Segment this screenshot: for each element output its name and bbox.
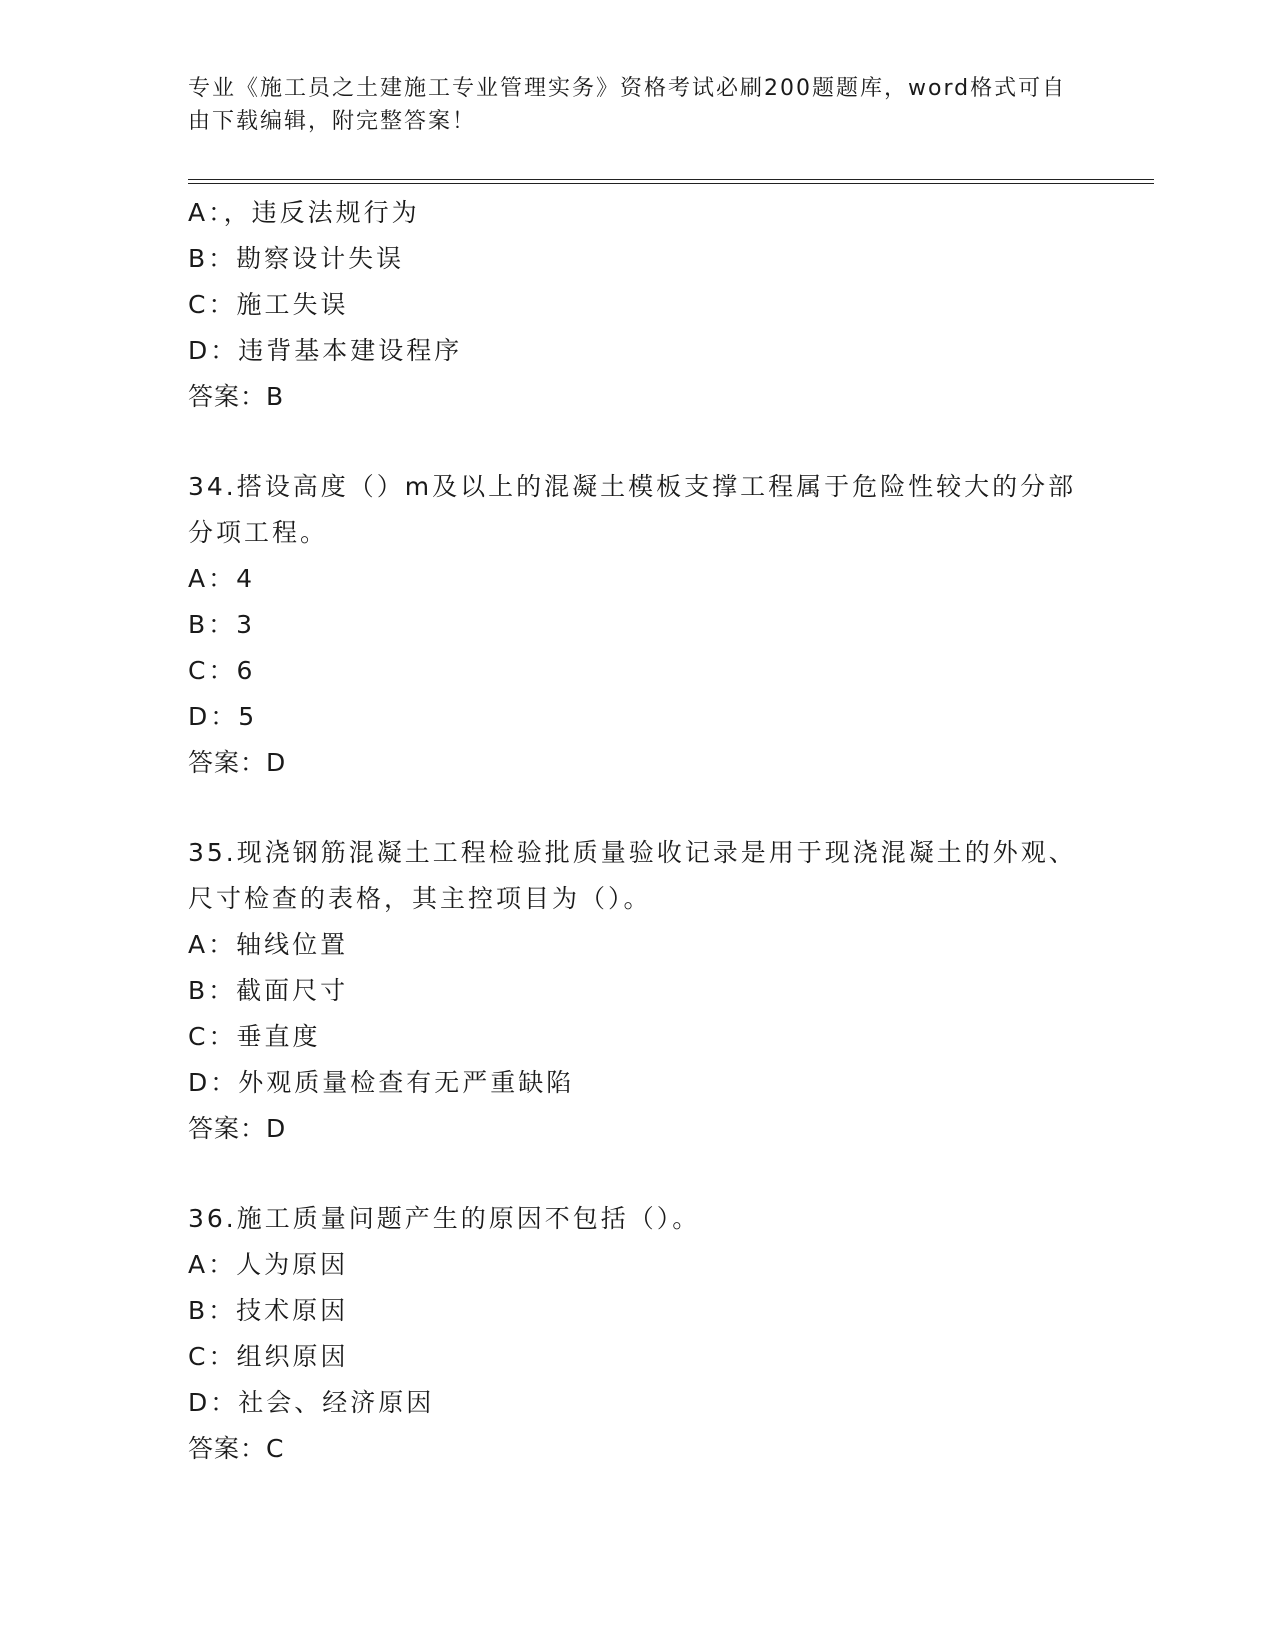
- spacer: [188, 786, 1088, 830]
- option-a: A：轴线位置: [188, 930, 349, 959]
- question-title: 35.现浇钢筋混凝土工程检验批质量验收记录是用于现浇混凝土的外观、尺寸检查的表格，其主控项目为（）。: [188, 838, 1077, 913]
- question-title: 34.搭设高度（）m及以上的混凝土模板支撑工程属于危险性较大的分部分项工程。: [188, 472, 1077, 547]
- document-header: 专业《施工员之土建施工专业管理实务》资格考试必刷200题题库，word格式可自由下载编辑，附完整答案！: [188, 76, 1067, 134]
- question-title: 36.施工质量问题产生的原因不包括（）。: [188, 1204, 701, 1233]
- option-c: C：6: [188, 656, 256, 685]
- option-c: C：组织原因: [188, 1342, 349, 1371]
- option-b: B：截面尺寸: [188, 976, 349, 1005]
- option-a: A：4: [188, 564, 256, 593]
- option-c: C：施工失误: [188, 290, 349, 319]
- spacer: [188, 420, 1088, 464]
- option-b: B：勘察设计失误: [188, 244, 405, 273]
- answer-line: 答案：D: [188, 748, 287, 777]
- question-list: [188, 190, 1088, 1472]
- answer-line: 答案：B: [188, 382, 285, 411]
- option-b: B：技术原因: [188, 1296, 349, 1325]
- question-block-35: [188, 830, 1088, 1152]
- answer-line: 答案：C: [188, 1434, 285, 1463]
- option-a: A：人为原因: [188, 1250, 349, 1279]
- answer-line: 答案：D: [188, 1114, 287, 1143]
- option-d: D：5: [188, 702, 258, 731]
- question-block-34: [188, 464, 1088, 786]
- option-d: D：社会、经济原因: [188, 1388, 435, 1417]
- question-block-36: [188, 1196, 1088, 1472]
- option-b: B：3: [188, 610, 256, 639]
- question-block-partial: [188, 190, 1088, 420]
- header-divider: [188, 179, 1154, 184]
- spacer: [188, 1152, 1088, 1196]
- option-a: A：，违反法规行为: [188, 198, 420, 227]
- option-d: D：外观质量检查有无严重缺陷: [188, 1068, 575, 1097]
- option-c: C：垂直度: [188, 1022, 321, 1051]
- option-d: D：违背基本建设程序: [188, 336, 463, 365]
